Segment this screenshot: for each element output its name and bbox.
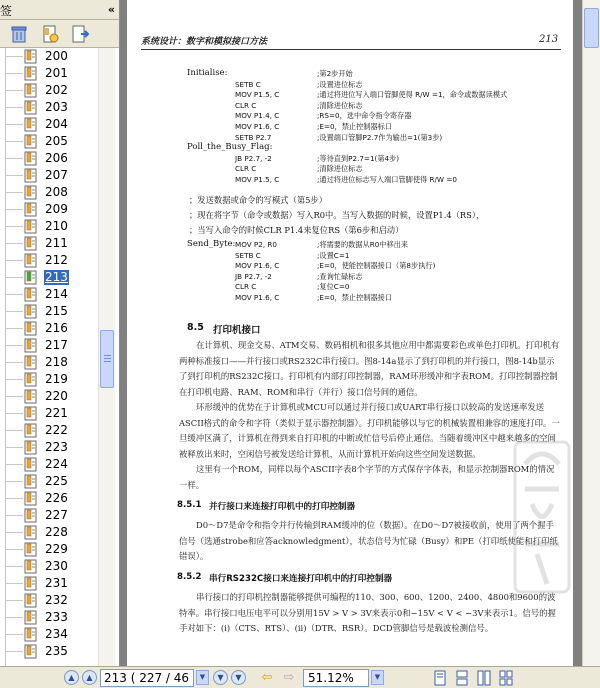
bookmark-icon xyxy=(24,593,38,608)
new-bookmark-icon[interactable] xyxy=(40,24,60,44)
last-page-icon[interactable]: ▼ xyxy=(231,670,246,685)
code-comment: ;查询忙碌标志 xyxy=(317,271,363,281)
code-comment: ;E=0，禁止控制器标口 xyxy=(317,122,393,131)
bookmark-label: 208 xyxy=(45,185,68,199)
collapse-icon[interactable]: « xyxy=(107,3,115,16)
subsection-title-2: 串行RS232C接口来连接打印机中的打印控制器 xyxy=(209,574,393,584)
page-scroll-thumb[interactable] xyxy=(584,8,599,48)
bookmark-icon xyxy=(24,100,38,115)
code-comment: ;清除进位标志 xyxy=(317,100,363,110)
code-comment: ;通过将进位写入端口管脚使得 R/W =1，命令或数据读模式 xyxy=(317,90,508,100)
bookmark-icon xyxy=(24,440,38,455)
code-comment: ;E=0，使能控制器接口（第8步执行) xyxy=(317,261,436,271)
bookmark-icon xyxy=(24,559,38,574)
bookmark-label: 212 xyxy=(45,253,68,267)
bookmark-item[interactable] xyxy=(0,99,98,116)
first-page-icon[interactable]: ▲ xyxy=(64,670,79,685)
bookmarks-toolbar xyxy=(0,20,119,48)
bookmark-icon xyxy=(24,627,38,642)
code-label: Initialise: xyxy=(187,68,228,78)
bookmark-icon xyxy=(24,151,38,166)
code-comment: ;将需要的数据从R0中移出来 xyxy=(317,240,409,249)
bookmark-icon xyxy=(24,389,38,404)
bookmark-label: 206 xyxy=(45,151,68,165)
bookmark-icon xyxy=(24,491,38,506)
bookmark-item[interactable] xyxy=(0,558,98,575)
bookmark-icon xyxy=(24,406,38,421)
paragraph-4: D0～D7是命令和指令并行传输到RAM缓冲的位（数据）。在D0～D7被接收前，使用了两个握手信号（选通strobe和应答acknowledgment），状态信号为忙碌（Busy）和PE（打印纸使能和打印纸错误）。 xyxy=(179,520,558,562)
bookmark-label: 204 xyxy=(45,117,68,131)
code-comment: ;清除进位标志 xyxy=(317,164,363,174)
header-rule xyxy=(141,49,561,50)
zoom-dropdown-icon[interactable]: ▼ xyxy=(371,670,384,685)
delete-bookmark-icon[interactable] xyxy=(9,24,29,44)
code-instruction: JB P2.7, -2 xyxy=(235,153,272,163)
pdf-page xyxy=(127,0,573,666)
code-comment: ;第2步开始 xyxy=(317,69,353,78)
code-instruction: MOV P1.4, C xyxy=(235,111,280,121)
running-head: 系统设计：数字和模拟接口方法 xyxy=(141,37,268,47)
code-comment: ;设置端口管脚P2.7作为输出=1(第3步) xyxy=(317,132,443,142)
bookmark-item[interactable] xyxy=(0,388,98,405)
document-view[interactable] xyxy=(121,0,579,666)
bookmark-item[interactable] xyxy=(0,422,98,439)
bookmark-item[interactable] xyxy=(0,405,98,422)
bookmark-label: 233 xyxy=(45,610,68,624)
bookmark-item[interactable] xyxy=(0,575,98,592)
code-comment: ;复位C=0 xyxy=(317,282,350,292)
bookmark-label: 226 xyxy=(45,491,68,505)
bookmark-icon xyxy=(24,457,38,472)
bookmark-label: 215 xyxy=(45,304,68,318)
code-comment: ;设置进位标志 xyxy=(317,79,363,89)
bookmark-icon xyxy=(24,66,38,81)
bookmark-icon xyxy=(24,236,38,251)
bookmark-label: 235 xyxy=(45,644,68,658)
bookmarks-scrollbar[interactable] xyxy=(98,48,115,666)
bookmark-label: 205 xyxy=(45,134,68,148)
bookmark-item[interactable] xyxy=(0,541,98,558)
bookmark-item[interactable] xyxy=(0,252,98,269)
watermark-stamp xyxy=(507,434,573,604)
paragraph-2: 环形缓冲的优势在于计算机或MCU可以通过并行接口或UART串行接口以较高的发送速率发送ASCII格式的命令和字符（类似于显示器控制器）。打印机能够以与它的机械装置相兼容的速度打印。一旦缓冲区满了，计算机在得到来自打印机的中断或忙信号后停止通信。当随着缓冲区中越来越多的空间被释放出来时，空闲信号被发送给计算机，从而计算机开始向这些空间发送数据。 xyxy=(179,402,560,459)
code-instruction: SETB C xyxy=(235,79,261,89)
bookmark-icon xyxy=(24,134,38,149)
bookmark-item[interactable] xyxy=(0,371,98,388)
bookmark-icon xyxy=(24,644,38,659)
bookmark-label: 234 xyxy=(45,627,68,641)
section-title: 打印机接口 xyxy=(213,325,261,336)
code-instruction: JB P2.7, -2 xyxy=(235,271,272,281)
bookmark-icon xyxy=(24,83,38,98)
bookmark-item[interactable] xyxy=(0,133,98,150)
bookmark-icon xyxy=(24,525,38,540)
code-comment: ;RS=0，选中命令指令寄存器 xyxy=(317,111,412,121)
page-dropdown-icon[interactable]: ▼ xyxy=(196,670,209,685)
bookmark-item[interactable] xyxy=(0,116,98,133)
bookmark-item[interactable] xyxy=(0,303,98,320)
subsection-title-1: 并行接口来连接打印机中的打印控制器 xyxy=(209,502,356,512)
bookmark-label: 219 xyxy=(45,372,68,386)
subsection-number-1: 8.5.1 xyxy=(177,500,202,510)
code-instruction: CLR C xyxy=(235,282,257,292)
bookmark-label: 213 xyxy=(45,270,68,284)
code-note: ；现在将字节（命令或数据）写入R0中。当写入数据的时候，设置P1.4（RS）， xyxy=(189,210,485,220)
bookmark-label: 201 xyxy=(45,66,68,80)
code-instruction: SETB C xyxy=(235,250,261,260)
paragraph-1: 在计算机、现金交易、ATM交易、数码相机和很多其他应用中都需要彩色或单色打印机。打印机有两种标准接口——并行接口或RS232C串行接口。图8-14a显示了到打印机的并行接口，图8-14b显示了到打印机的RS232C接口。打印机有内部打印控制器，RAM环形缓冲和字表ROM。打印控制器控制在打印机电路、RAM、ROM和串行（并行）接口信号间的通信。 xyxy=(179,340,560,397)
bookmark-label: 232 xyxy=(45,593,68,607)
code-label: Send_Byte: xyxy=(187,239,236,249)
bookmark-icon xyxy=(24,49,38,64)
previous-page-icon[interactable]: ▲ xyxy=(82,670,97,685)
bookmark-item[interactable] xyxy=(0,473,98,490)
code-instruction: SETB P2.7 xyxy=(235,132,272,142)
bookmark-item[interactable] xyxy=(0,201,98,218)
bookmark-icon xyxy=(24,542,38,557)
bookmark-icon xyxy=(24,219,38,234)
page-number: 213 xyxy=(539,34,559,45)
bookmark-item[interactable] xyxy=(0,235,98,252)
bookmark-item[interactable] xyxy=(0,490,98,507)
code-comment: ;等待直到P2.7=1(第4步) xyxy=(317,153,400,163)
bookmark-label: 203 xyxy=(45,100,68,114)
bookmark-label: 222 xyxy=(45,423,68,437)
bookmark-label: 221 xyxy=(45,406,68,420)
bookmark-item[interactable] xyxy=(0,643,98,660)
bookmark-icon xyxy=(24,321,38,336)
bookmark-item[interactable] xyxy=(0,320,98,337)
zoom-input[interactable]: 51.12% xyxy=(303,669,369,687)
code-note: ；发送数据或命令的写模式（第5步） xyxy=(189,195,328,205)
continuous-facing-view-icon[interactable] xyxy=(499,670,513,686)
paragraph-5: 串行接口的打印机控制器能够提供可编程的110、300、600、1200、2400、4800和9600的波特率。串行接口电压电平可以分别用15V > V > 3V来表示0和−15V < V < −3V来表示1。信号的握手对如下：(i)（CTS、RTS）、(ii)（DTR、RSR）。DCD管脚信号是载波检测信号。 xyxy=(179,592,556,634)
code-instruction: CLR C xyxy=(235,164,257,174)
bookmark-icon xyxy=(24,372,38,387)
bookmark-label: 209 xyxy=(45,202,68,216)
bookmark-label: 218 xyxy=(45,355,68,369)
bookmark-item[interactable] xyxy=(0,167,98,184)
bookmark-icon xyxy=(24,253,38,268)
bookmark-icon xyxy=(24,270,38,285)
bookmark-icon xyxy=(24,117,38,132)
bookmark-icon xyxy=(24,202,38,217)
code-instruction: MOV P1.6, C xyxy=(235,261,280,271)
bookmark-item[interactable] xyxy=(0,592,98,609)
next-page-icon[interactable]: ▼ xyxy=(213,670,228,685)
bookmarks-header xyxy=(0,0,119,20)
code-instruction: CLR C xyxy=(235,100,257,110)
expand-bookmark-icon[interactable] xyxy=(70,24,90,44)
single-page-view-icon[interactable] xyxy=(433,670,447,686)
bookmark-icon xyxy=(24,474,38,489)
bookmark-label: 231 xyxy=(45,576,68,590)
code-label: Poll_the_Busy_Flag: xyxy=(187,142,273,153)
code-comment: ;E=0，禁止控制器接口 xyxy=(317,293,393,302)
bookmark-label: 214 xyxy=(45,287,68,301)
page-number-input[interactable]: 213 ( 227 / 46 xyxy=(100,669,194,687)
subsection-number-2: 8.5.2 xyxy=(177,572,202,582)
go-back-icon[interactable]: ⇦ xyxy=(261,670,273,685)
bookmark-label: 216 xyxy=(45,321,68,335)
code-instruction: MOV P1.6, C xyxy=(235,293,280,302)
code-instruction: MOV P1.5, C xyxy=(235,175,280,184)
bookmark-label: 220 xyxy=(45,389,68,403)
code-comment: ;设置C=1 xyxy=(317,250,350,260)
code-note: ；当写入命令的时候CLR P1.4来复位RS（第6步和启动） xyxy=(189,225,404,235)
bookmark-item[interactable] xyxy=(0,609,98,626)
bookmark-item[interactable] xyxy=(0,507,98,524)
bookmark-icon xyxy=(24,610,38,625)
bookmark-item[interactable] xyxy=(0,48,98,65)
go-forward-icon[interactable]: ⇨ xyxy=(283,670,295,685)
bookmark-label: 224 xyxy=(45,457,68,471)
bookmark-item[interactable] xyxy=(0,354,98,371)
bookmark-icon xyxy=(24,423,38,438)
bookmark-label: 202 xyxy=(45,83,68,97)
bookmark-icon xyxy=(24,168,38,183)
bookmark-item[interactable] xyxy=(0,65,98,82)
navigation-bar xyxy=(0,666,600,688)
bookmark-item[interactable] xyxy=(0,150,98,167)
bookmark-item[interactable] xyxy=(0,626,98,643)
bookmark-item[interactable] xyxy=(0,286,98,303)
bookmark-label: 223 xyxy=(45,440,68,454)
bookmark-label: 200 xyxy=(45,49,68,63)
paragraph-3: 这里有一个ROM，同样以每个ASCII字表8个字节的方式保存字体表，和显示控制器ROM的情况一样。 xyxy=(179,464,555,490)
bookmark-label: 217 xyxy=(45,338,68,352)
bookmark-item[interactable] xyxy=(0,218,98,235)
bookmark-label: 207 xyxy=(45,168,68,182)
bookmarks-title: 签 xyxy=(0,4,13,18)
code-instruction: MOV P1.6, C xyxy=(235,122,280,131)
bookmark-item[interactable] xyxy=(0,269,98,286)
bookmarks-panel xyxy=(0,0,120,666)
bookmark-label: 230 xyxy=(45,559,68,573)
bookmark-label: 228 xyxy=(45,525,68,539)
bookmark-label: 229 xyxy=(45,542,68,556)
bookmark-label: 227 xyxy=(45,508,68,522)
continuous-view-icon[interactable] xyxy=(455,670,469,686)
bookmark-item[interactable] xyxy=(0,439,98,456)
bookmark-label: 210 xyxy=(45,219,68,233)
code-instruction: MOV P1.5, C xyxy=(235,90,280,100)
bookmark-label: 211 xyxy=(45,236,68,250)
bookmark-item[interactable] xyxy=(0,82,98,99)
bookmark-icon xyxy=(24,338,38,353)
bookmark-tree xyxy=(0,48,98,666)
bookmark-item[interactable] xyxy=(0,337,98,354)
bookmark-item[interactable] xyxy=(0,184,98,201)
bookmark-icon xyxy=(24,185,38,200)
page-scrollbar[interactable] xyxy=(582,0,600,666)
bookmark-icon xyxy=(24,508,38,523)
code-comment: ;通过将进位标志写入端口管脚使得 R/W =0 xyxy=(317,175,457,184)
bookmark-label: 225 xyxy=(45,474,68,488)
bookmark-item[interactable] xyxy=(0,524,98,541)
code-instruction: MOV P2, R0 xyxy=(235,240,277,249)
facing-view-icon[interactable] xyxy=(477,670,491,686)
bookmark-icon xyxy=(24,576,38,591)
bookmark-item[interactable] xyxy=(0,456,98,473)
bookmarks-scroll-thumb[interactable] xyxy=(100,330,114,388)
section-number: 8.5 xyxy=(187,322,204,333)
bookmark-icon xyxy=(24,304,38,319)
bookmark-icon xyxy=(24,287,38,302)
bookmark-icon xyxy=(24,355,38,370)
